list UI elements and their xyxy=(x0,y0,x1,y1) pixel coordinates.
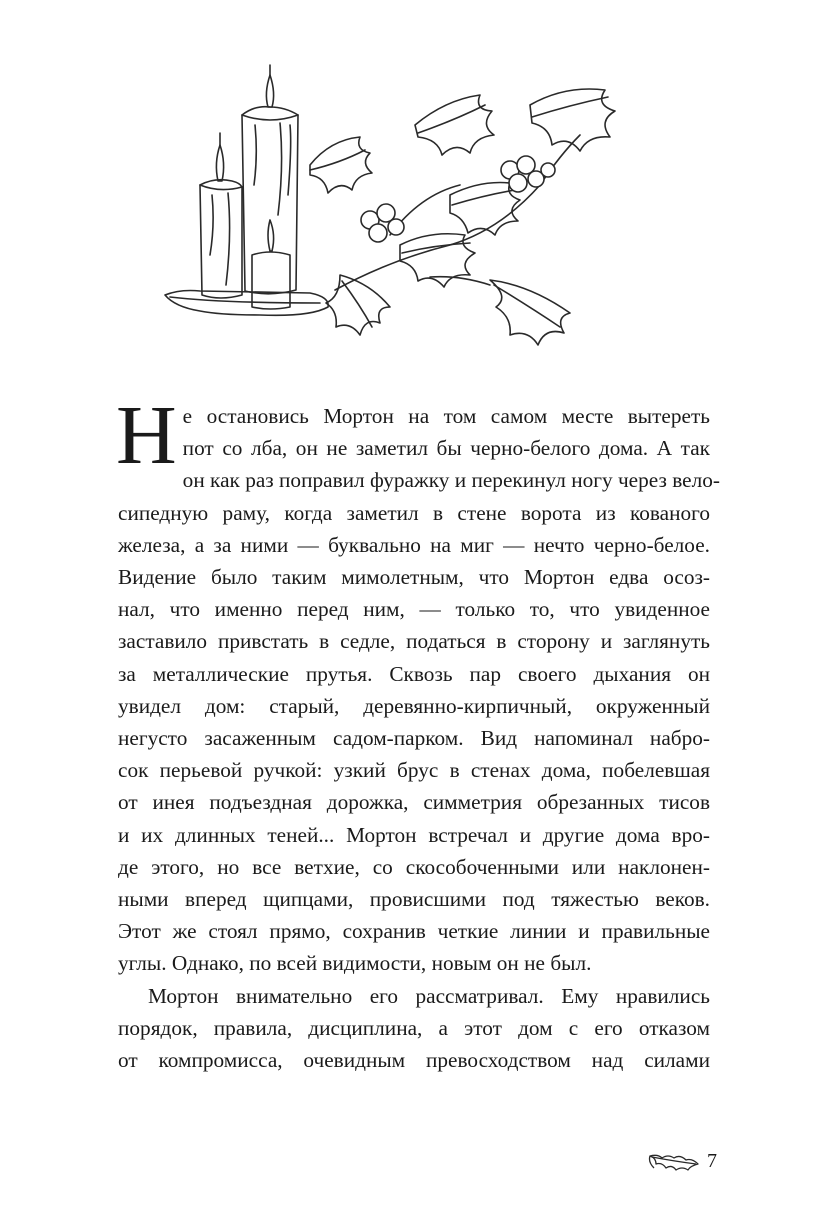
text-line: сипедную раму, когда заметил в стене ворота из кованого xyxy=(118,500,710,525)
body-text xyxy=(116,389,720,1076)
text-line: заставило привстать в седле, податься в сторону и заглянуть xyxy=(118,629,710,654)
text-line: углы. Однако, по всей видимости, новым он не был. xyxy=(118,951,592,976)
text-line: негусто засаженным садом-парком. Вид напоминал набро- xyxy=(118,726,710,751)
candles-holly-illustration xyxy=(160,45,640,365)
paragraph-1 xyxy=(116,389,720,980)
text-line: и их длинных теней... Мортон встречал и другие дома вро- xyxy=(118,822,710,847)
text-line: е остановись Мортон на том самом месте вытереть xyxy=(182,404,710,428)
text-line: он как раз поправил фуражку и перекинул ногу через вело- xyxy=(182,468,720,493)
text-line: увидел дом: старый, деревянно-кирпичный, окруженный xyxy=(118,693,710,718)
page-number: 7 xyxy=(707,1150,717,1172)
text-line: за металлические прутья. Сквозь пар своего дыхания он xyxy=(118,661,710,686)
text-line: сок перьевой ручкой: узкий брус в стенах дома, побелевшая xyxy=(118,758,710,783)
text-line: Видение было таким мимолетным, что Мортон едва осоз- xyxy=(118,565,710,590)
text-line: нал, что именно перед ним, — только то, что увиденное xyxy=(118,597,710,622)
text-line: от инея подъездная дорожка, симметрия обрезанных тисов xyxy=(118,790,710,815)
drop-cap: Н xyxy=(116,389,177,482)
text-line: Мортон внимательно его рассматривал. Ему нравились xyxy=(148,983,710,1008)
text-line: пот со лба, он не заметил бы черно-белого дома. А так xyxy=(182,436,710,461)
text-line: железа, а за ними — буквально на миг — нечто черно-белое. xyxy=(118,532,710,557)
text-line: порядок, правила, дисциплина, а этот дом с его отказом xyxy=(118,1015,710,1040)
holly-leaf-icon xyxy=(648,1148,700,1174)
text-line: ными вперед щипцами, провисшими под тяжестью веков. xyxy=(118,887,710,912)
text-line: от компромисса, очевидным превосходством над силами xyxy=(118,1048,710,1073)
paragraph-2 xyxy=(118,980,710,1077)
text-line: де этого, но все ветхие, со скособоченными или наклонен- xyxy=(118,854,710,879)
text-line: Этот же стоял прямо, сохранив четкие линии и правильные xyxy=(118,919,710,944)
